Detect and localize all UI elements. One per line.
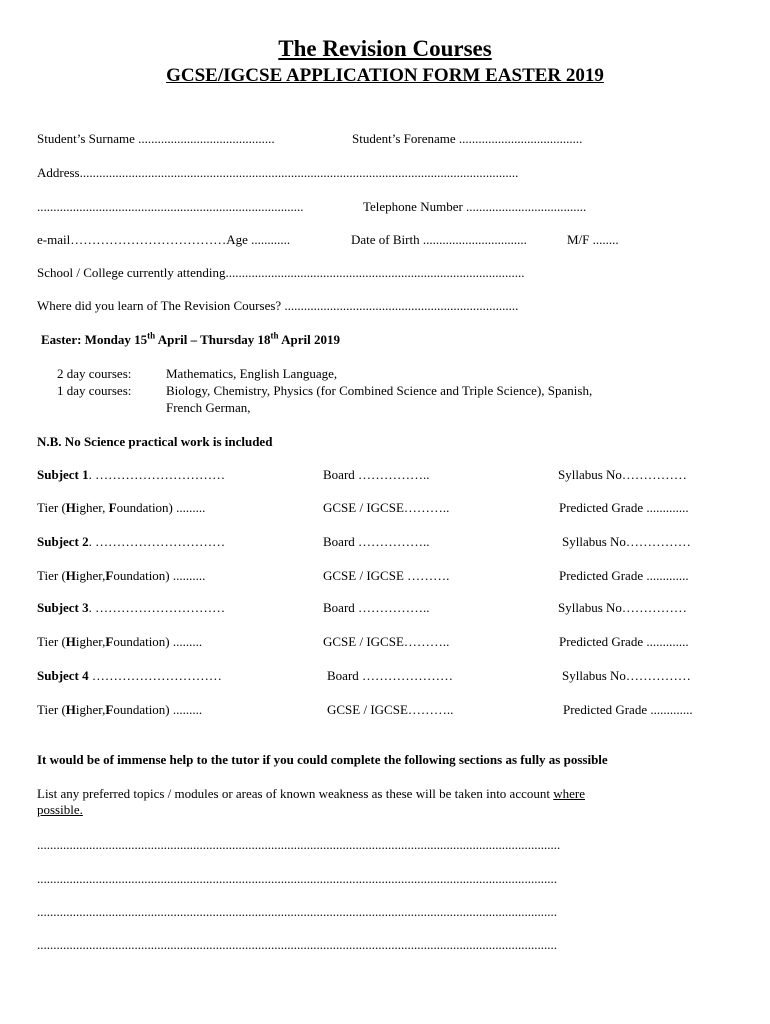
subject-3-label: Subject 3 [37,600,89,615]
subject-1-label: Subject 1 [37,467,89,482]
referral-field[interactable]: Where did you learn of The Revision Courses? ........................................................................ [37,298,519,313]
forename-field[interactable]: Student’s Forename ...................................... [352,131,583,146]
subject-2-label: Subject 2 [37,534,89,549]
predicted-2-field[interactable]: Predicted Grade ............. [559,568,689,583]
gcse-2-field[interactable]: GCSE / IGCSE ………. [323,568,450,583]
tier-2-h: H [65,568,76,583]
tier-1-field[interactable] [37,500,205,516]
syllabus-3-field[interactable]: Syllabus No…………… [558,600,687,615]
telephone-field[interactable]: Telephone Number ..................................... [363,199,587,214]
tier-4-h: H [65,702,76,717]
tier-1-h: H [65,500,76,515]
subject-4-label: Subject 4 [37,668,89,683]
dob-field[interactable]: Date of Birth ................................ [351,232,527,247]
tier-2-pre: Tier ( [37,568,66,583]
tier-3-field[interactable] [37,634,202,650]
easter-suffix: April 2019 [278,332,340,347]
tier-2-mid: igher, [75,568,106,583]
preferred-topics-possible: possible. [37,802,83,817]
easter-sup-1: th [147,330,156,341]
syllabus-4-field[interactable]: Syllabus No…………… [562,668,691,683]
help-heading: It would be of immense help to the tutor if you could complete the following sections as fully as possible [37,752,608,767]
form-subtitle: GCSE/IGCSE APPLICATION FORM EASTER 2019 [166,65,604,86]
board-2-field[interactable]: Board …………….. [323,534,430,549]
gender-field[interactable]: M/F ........ [567,232,619,247]
answer-line-2[interactable]: ................................................................................................................................................................ [37,871,557,886]
one-day-label: 1 day courses: [57,383,132,398]
tier-3-h: H [65,634,76,649]
tier-2-field[interactable] [37,568,205,584]
subject-3-field[interactable] [37,600,225,616]
tier-4-pre: Tier ( [37,702,66,717]
syllabus-2-field[interactable]: Syllabus No…………… [562,534,691,549]
predicted-3-field[interactable]: Predicted Grade ............. [559,634,689,649]
easter-dates [41,332,340,348]
email-age-field[interactable]: e-mail………………………………Age ............ [37,232,291,247]
answer-line-3[interactable]: ................................................................................................................................................................ [37,904,557,919]
tier-3-pre: Tier ( [37,634,66,649]
preferred-topics-where: where [553,786,585,801]
tier-2-f: F [105,568,114,583]
answer-line-1[interactable]: ................................................................................................................................................................. [37,837,561,852]
board-4-field[interactable]: Board ………………… [327,668,454,683]
one-day-subjects-cont: French German, [166,400,251,415]
tier-3-f: F [105,634,114,649]
nb-note: N.B. No Science practical work is included [37,434,273,449]
address-line-2[interactable]: .................................................................................. [37,199,304,214]
two-day-subjects: Mathematics, English Language, [166,366,338,381]
form-title: The Revision Courses [278,36,492,61]
gcse-4-field[interactable]: GCSE / IGCSE……….. [327,702,454,717]
tier-3-mid: igher, [75,634,106,649]
subject-2-blank: . ………………………… [88,534,226,549]
gcse-3-field[interactable]: GCSE / IGCSE……….. [323,634,450,649]
tier-2-end: oundation) .......... [113,568,206,583]
tier-1-end: oundation) ......... [116,500,206,515]
board-3-field[interactable]: Board …………….. [323,600,430,615]
predicted-1-field[interactable]: Predicted Grade ............. [559,500,689,515]
one-day-subjects: Biology, Chemistry, Physics (for Combined Science and Triple Science), Spanish, [166,383,593,398]
school-field[interactable]: School / College currently attending............................................................................................ [37,265,525,280]
preferred-topics-prompt [37,786,585,802]
preferred-topics-text: List any preferred topics / modules or areas of known weakness as these will be taken into account [37,786,554,801]
syllabus-1-field[interactable]: Syllabus No…………… [558,467,687,482]
easter-prefix: Easter: Monday 15 [41,332,148,347]
tier-3-end: oundation) ......... [113,634,203,649]
subject-1-blank: . ………………………… [88,467,226,482]
subject-4-field[interactable] [37,668,222,684]
subject-2-field[interactable] [37,534,225,550]
tier-1-pre: Tier ( [37,500,66,515]
subject-1-field[interactable] [37,467,225,483]
predicted-4-field[interactable]: Predicted Grade ............. [563,702,693,717]
gcse-1-field[interactable]: GCSE / IGCSE……….. [323,500,450,515]
two-day-label: 2 day courses: [57,366,132,381]
tier-1-f: F [108,500,117,515]
address-field[interactable]: Address....................................................................................................................................... [37,165,519,180]
tier-4-field[interactable] [37,702,202,718]
surname-field[interactable]: Student’s Surname .......................................... [37,131,275,146]
subject-3-blank: . ………………………… [88,600,226,615]
board-1-field[interactable]: Board …………….. [323,467,430,482]
answer-line-4[interactable]: ................................................................................................................................................................ [37,937,557,952]
subject-4-blank: ………………………… [88,668,222,683]
tier-4-end: oundation) ......... [113,702,203,717]
tier-1-mid: igher, [75,500,109,515]
easter-sup-2: th [270,330,279,341]
easter-mid: April – Thursday 18 [155,332,271,347]
tier-4-mid: igher, [75,702,106,717]
tier-4-f: F [105,702,114,717]
